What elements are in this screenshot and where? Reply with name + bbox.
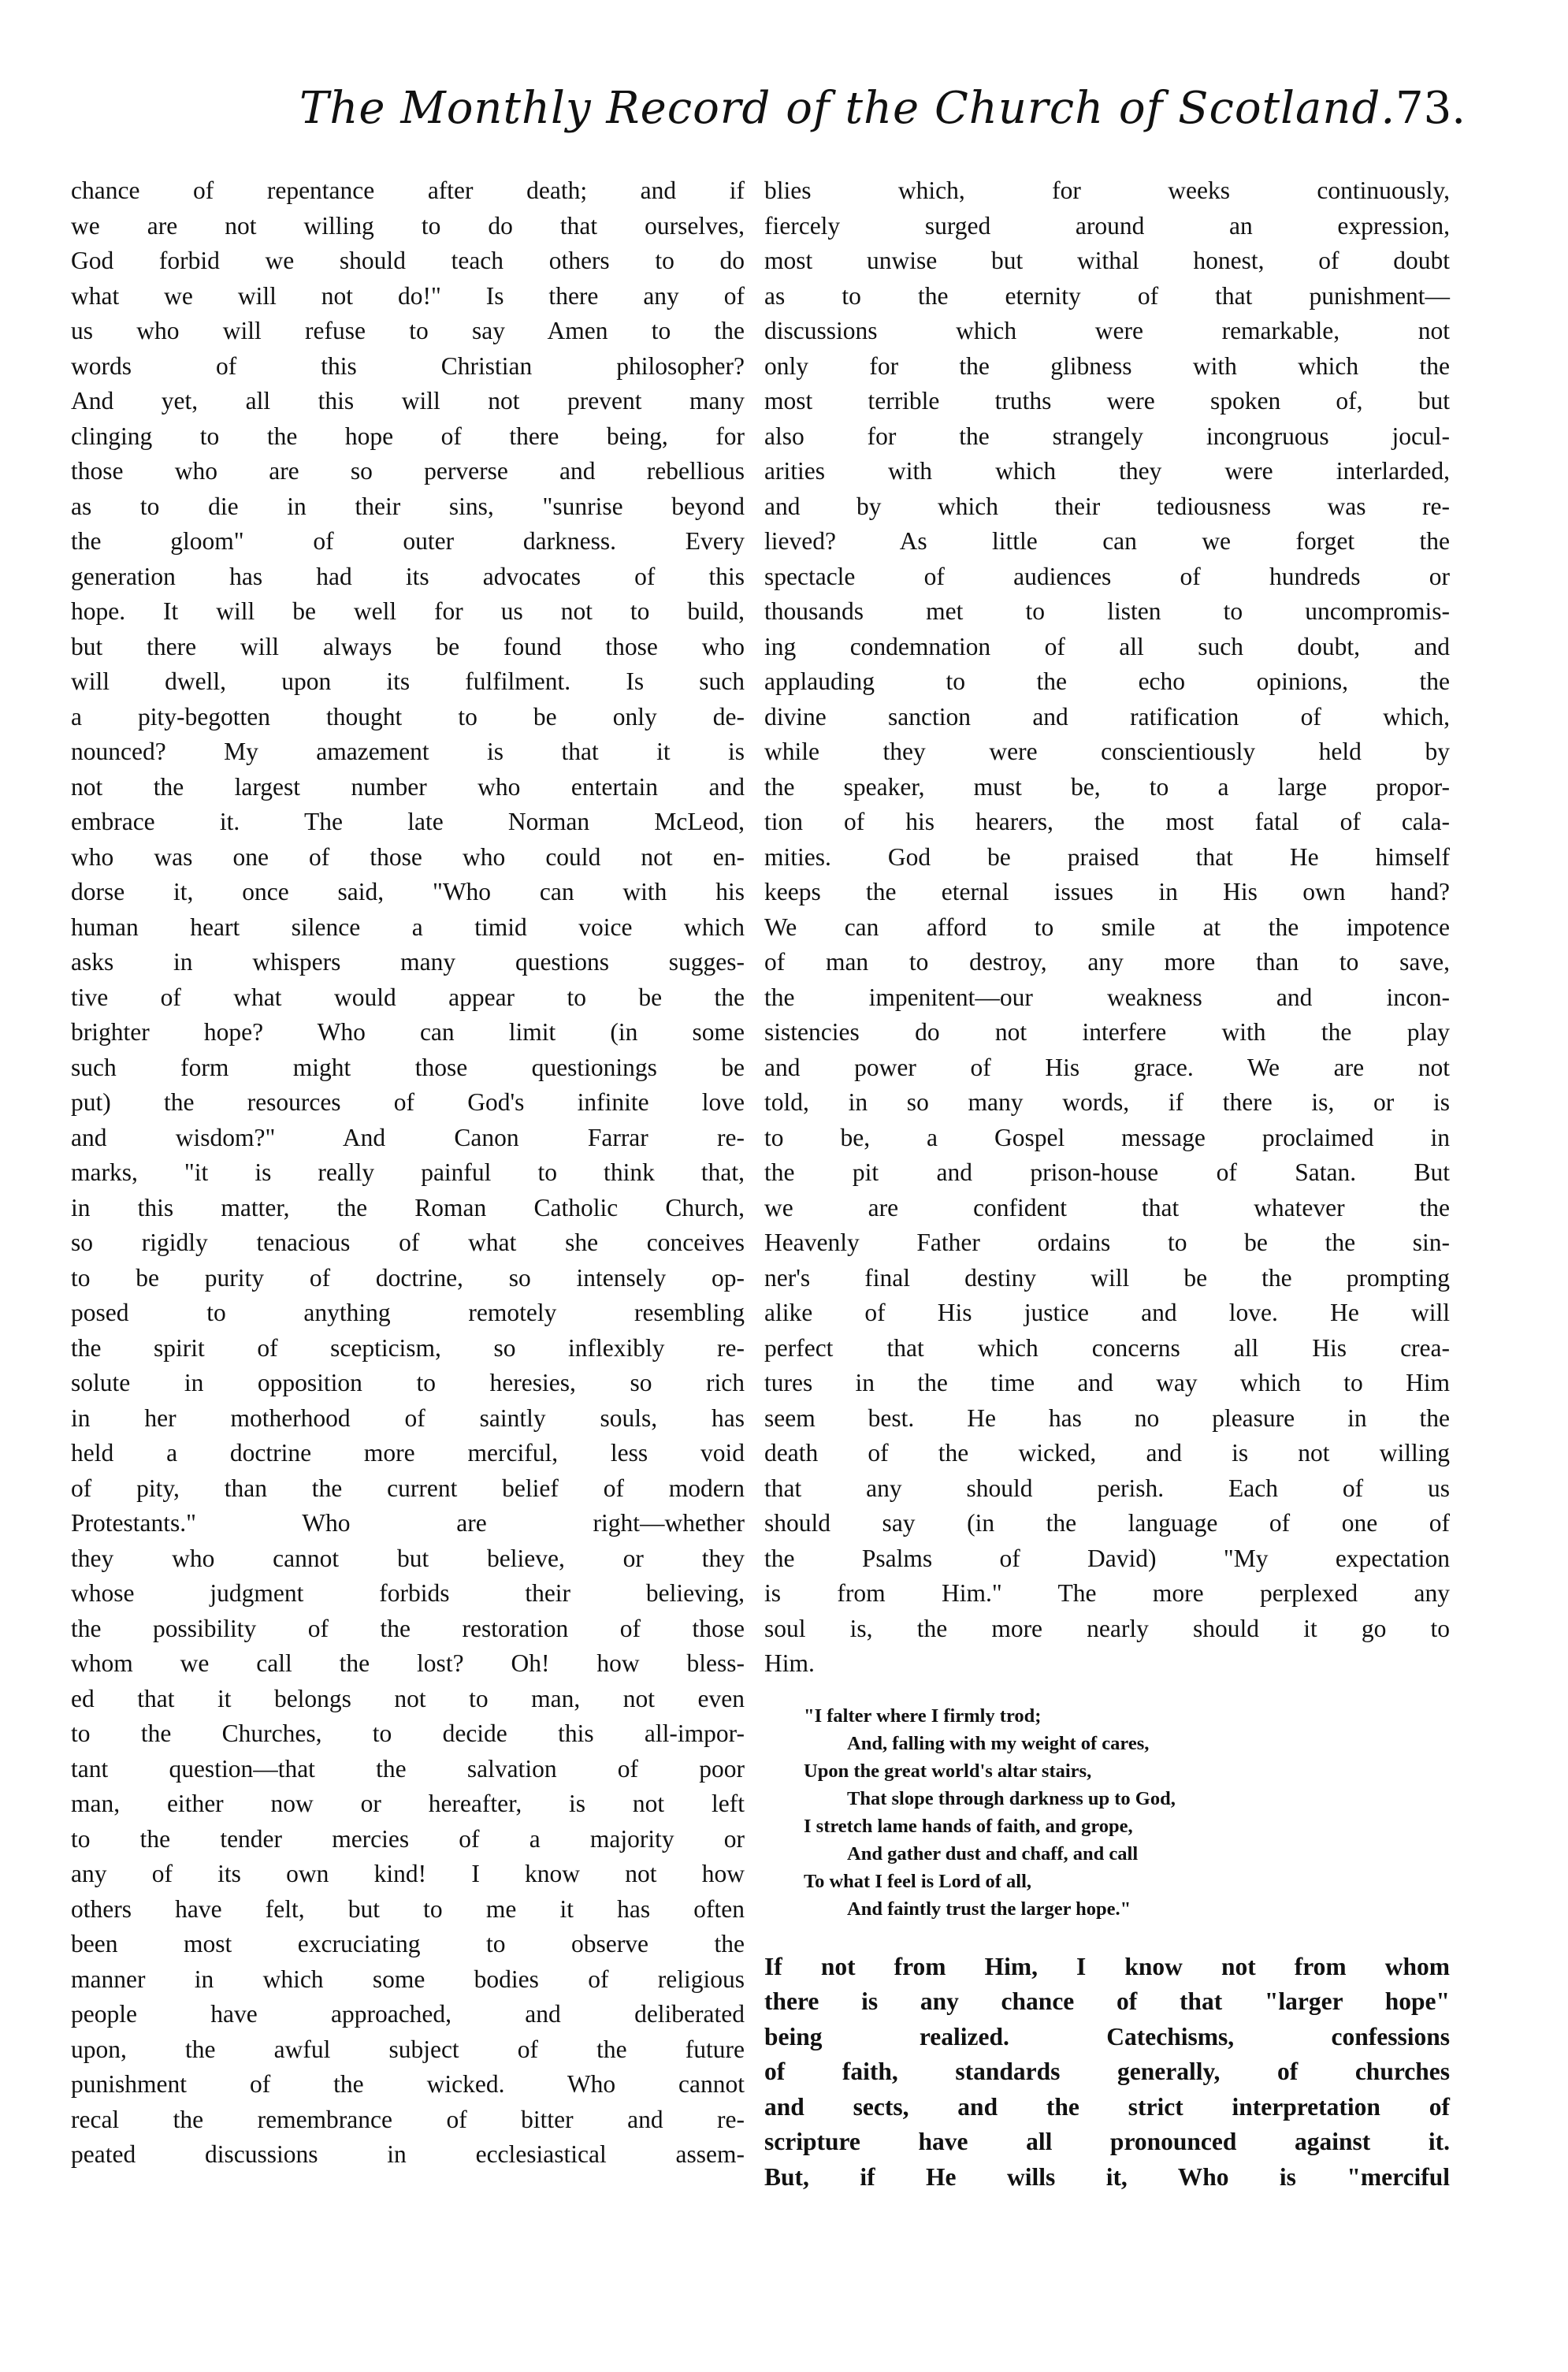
text-line: punishment of the wicked. Who cannot bbox=[71, 2070, 745, 2098]
text-line: divine sanction and ratification of which, bbox=[764, 702, 1450, 731]
text-line: nounced? My amazement is that it is bbox=[71, 738, 745, 765]
text-line: alike of His justice and love. He will bbox=[764, 1299, 1450, 1326]
text-line: We can afford to smile at the impotence bbox=[764, 913, 1450, 941]
poem-line: Upon the great world's altar stairs, bbox=[804, 1760, 1092, 1782]
text-line: words of this Christian philosopher? bbox=[71, 351, 745, 380]
text-line: the gloom" of outer darkness. Every bbox=[71, 527, 745, 555]
text-line: chance of repentance after death; and if bbox=[71, 177, 745, 204]
text-line: solute in opposition to heresies, so rich bbox=[71, 1369, 745, 1396]
text-line: others have felt, but to me it has often bbox=[71, 1894, 745, 1923]
text-line: upon, the awful subject of the future bbox=[71, 2035, 745, 2063]
text-line: lieved? As little can we forget the bbox=[764, 527, 1450, 555]
text-line: the speaker, must be, to a large propor- bbox=[764, 772, 1450, 801]
text-line: peated discussions in ecclesiastical assem- bbox=[71, 2140, 745, 2168]
text-line: of faith, standards generally, of churches bbox=[764, 2058, 1450, 2085]
text-line: as to die in their sins, "sunrise beyond bbox=[71, 492, 745, 520]
text-line: ed that it belongs not to man, not even bbox=[71, 1684, 745, 1712]
text-line: and by which their tediousness was re- bbox=[764, 492, 1450, 520]
text-line: should say (in the language of one of bbox=[764, 1509, 1450, 1537]
text-line: recal the remembrance of bitter and re- bbox=[71, 2105, 745, 2133]
poem-line: To what I feel is Lord of all, bbox=[804, 1870, 1032, 1892]
text-line: told, in so many words, if there is, or is bbox=[764, 1088, 1450, 1116]
text-line: that any should perish. Each of us bbox=[764, 1474, 1450, 1502]
text-line: the impenitent—our weakness and incon- bbox=[764, 983, 1450, 1011]
text-line: And yet, all this will not prevent many bbox=[71, 387, 745, 415]
text-line: most terrible truths were spoken of, but bbox=[764, 387, 1450, 415]
text-line: put) the resources of God's infinite love bbox=[71, 1088, 745, 1116]
text-line: but there will always be found those who bbox=[71, 632, 745, 660]
text-line: as to the eternity of that punishment— bbox=[764, 281, 1450, 310]
text-line: marks, "it is really painful to think that, bbox=[71, 1158, 745, 1186]
poem-line: And, falling with my weight of cares, bbox=[847, 1732, 1150, 1754]
text-line: so rigidly tenacious of what she conceives bbox=[71, 1229, 745, 1256]
text-line: thousands met to listen to uncompromis- bbox=[764, 597, 1450, 625]
text-line: to the Churches, to decide this all-impor- bbox=[71, 1720, 745, 1747]
poem-quotation bbox=[804, 1702, 1450, 1923]
text-line: also for the strangely incongruous jocul- bbox=[764, 422, 1450, 450]
poem-line: That slope through darkness up to God, bbox=[847, 1787, 1176, 1809]
text-line: a pity-begotten thought to be only de- bbox=[71, 702, 745, 731]
text-line: Him. bbox=[764, 1649, 815, 1677]
text-line: is from Him." The more perplexed any bbox=[764, 1579, 1450, 1607]
right-column-top-text bbox=[764, 173, 1450, 1682]
text-line: people have approached, and deliberated bbox=[71, 2000, 745, 2028]
text-line: the pit and prison-house of Satan. But bbox=[764, 1158, 1450, 1186]
page-header bbox=[47, 83, 1466, 146]
text-line: and power of His grace. We are not bbox=[764, 1053, 1450, 1081]
text-line: such form might those questionings be bbox=[71, 1053, 745, 1081]
text-line: the Psalms of David) "My expectation bbox=[764, 1544, 1450, 1572]
text-line: whom we call the lost? Oh! how bless- bbox=[71, 1649, 745, 1677]
text-line: blies which, for weeks continuously, bbox=[764, 177, 1450, 204]
text-line: If not from Him, I know not from whom bbox=[764, 1952, 1450, 1980]
page-number: 73. bbox=[1395, 83, 1466, 134]
running-title: The Monthly Record of the Church of Scotland. bbox=[299, 83, 1396, 134]
text-line: being realized. Catechisms, confessions bbox=[764, 2022, 1450, 2050]
text-line: will dwell, upon its fulfilment. Is such bbox=[71, 667, 745, 695]
text-line: posed to anything remotely resembling bbox=[71, 1299, 745, 1326]
right-column-bottom-text bbox=[764, 1950, 1450, 2195]
text-line: and wisdom?" And Canon Farrar re- bbox=[71, 1123, 745, 1151]
text-line: soul is, the more nearly should it go to bbox=[764, 1614, 1450, 1642]
text-line: God forbid we should teach others to do bbox=[71, 247, 745, 274]
text-line: not the largest number who entertain and bbox=[71, 772, 745, 801]
text-line: to the tender mercies of a majority or bbox=[71, 1824, 745, 1853]
right-text-column bbox=[764, 173, 1450, 2195]
text-line: brighter hope? Who can limit (in some bbox=[71, 1018, 745, 1046]
text-line: tive of what would appear to be the bbox=[71, 983, 745, 1011]
text-line: man, either now or hereafter, is not left bbox=[71, 1790, 745, 1817]
text-line: keeps the eternal issues in His own hand? bbox=[764, 878, 1450, 905]
text-line: But, if He wills it, Who is "merciful bbox=[764, 2162, 1450, 2191]
text-line: death of the wicked, and is not willing bbox=[764, 1439, 1450, 1467]
text-line: sistencies do not interfere with the play bbox=[764, 1018, 1450, 1046]
poem-line: And gather dust and chaff, and call bbox=[847, 1842, 1139, 1865]
text-line: been most excruciating to observe the bbox=[71, 1930, 745, 1957]
left-text-column bbox=[71, 173, 745, 2173]
text-line: to be, a Gospel message proclaimed in bbox=[764, 1123, 1450, 1151]
text-line: to be purity of doctrine, so intensely op- bbox=[71, 1263, 745, 1292]
poem-line: "I falter where I firmly trod; bbox=[804, 1705, 1042, 1727]
text-line: who was one of those who could not en- bbox=[71, 842, 745, 871]
text-line: generation has had its advocates of this bbox=[71, 562, 745, 590]
text-line: most unwise but withal honest, of doubt bbox=[764, 247, 1450, 274]
text-line: we are confident that whatever the bbox=[764, 1193, 1450, 1221]
text-line: the spirit of scepticism, so inflexibly re- bbox=[71, 1333, 745, 1362]
text-line: perfect that which concerns all His crea- bbox=[764, 1333, 1450, 1362]
text-line: tion of his hearers, the most fatal of cala- bbox=[764, 808, 1450, 835]
text-line: of pity, than the current belief of modern bbox=[71, 1474, 745, 1502]
text-line: arities with which they were interlarded, bbox=[764, 457, 1450, 485]
text-line: in her motherhood of saintly souls, has bbox=[71, 1403, 745, 1432]
poem-line: I stretch lame hands of faith, and grope, bbox=[804, 1815, 1133, 1837]
text-line: embrace it. The late Norman McLeod, bbox=[71, 808, 745, 835]
text-line: there is any chance of that "larger hope" bbox=[764, 1987, 1450, 2015]
text-line: hope. It will be well for us not to build, bbox=[71, 597, 745, 625]
text-line: they who cannot but believe, or they bbox=[71, 1544, 745, 1572]
text-line: of man to destroy, any more than to save, bbox=[764, 948, 1450, 976]
text-line: seem best. He has no pleasure in the bbox=[764, 1403, 1450, 1432]
text-line: discussions which were remarkable, not bbox=[764, 317, 1450, 344]
text-line: tant question—that the salvation of poor bbox=[71, 1754, 745, 1783]
text-line: scripture have all pronounced against it. bbox=[764, 2128, 1450, 2155]
text-line: and sects, and the strict interpretation of bbox=[764, 2092, 1450, 2121]
text-line: manner in which some bodies of religious bbox=[71, 1965, 745, 1993]
text-line: human heart silence a timid voice which bbox=[71, 913, 745, 941]
text-line: what we will not do!" Is there any of bbox=[71, 281, 745, 310]
text-line: asks in whispers many questions sugges- bbox=[71, 948, 745, 976]
text-line: dorse it, once said, "Who can with his bbox=[71, 878, 745, 905]
text-line: the possibility of the restoration of those bbox=[71, 1614, 745, 1642]
text-line: spectacle of audiences of hundreds or bbox=[764, 562, 1450, 590]
text-line: clinging to the hope of there being, for bbox=[71, 422, 745, 450]
text-line: ing condemnation of all such doubt, and bbox=[764, 632, 1450, 660]
text-line: those who are so perverse and rebellious bbox=[71, 457, 745, 485]
text-line: applauding to the echo opinions, the bbox=[764, 667, 1450, 695]
text-line: any of its own kind! I know not how bbox=[71, 1860, 745, 1887]
text-line: ner's final destiny will be the prompting bbox=[764, 1263, 1450, 1292]
text-line: whose judgment forbids their believing, bbox=[71, 1579, 745, 1607]
text-line: while they were conscientiously held by bbox=[764, 738, 1450, 765]
text-line: Heavenly Father ordains to be the sin- bbox=[764, 1229, 1450, 1256]
poem-line: And faintly trust the larger hope." bbox=[847, 1898, 1131, 1920]
text-line: fiercely surged around an expression, bbox=[764, 211, 1450, 240]
text-line: only for the glibness with which the bbox=[764, 351, 1450, 380]
text-line: Protestants." Who are right—whether bbox=[71, 1509, 745, 1537]
text-line: mities. God be praised that He himself bbox=[764, 842, 1450, 871]
text-line: in this matter, the Roman Catholic Church, bbox=[71, 1193, 745, 1221]
text-line: tures in the time and way which to Him bbox=[764, 1369, 1450, 1396]
text-line: we are not willing to do that ourselves, bbox=[71, 211, 745, 240]
text-line: held a doctrine more merciful, less void bbox=[71, 1439, 745, 1467]
text-line: us who will refuse to say Amen to the bbox=[71, 317, 745, 344]
